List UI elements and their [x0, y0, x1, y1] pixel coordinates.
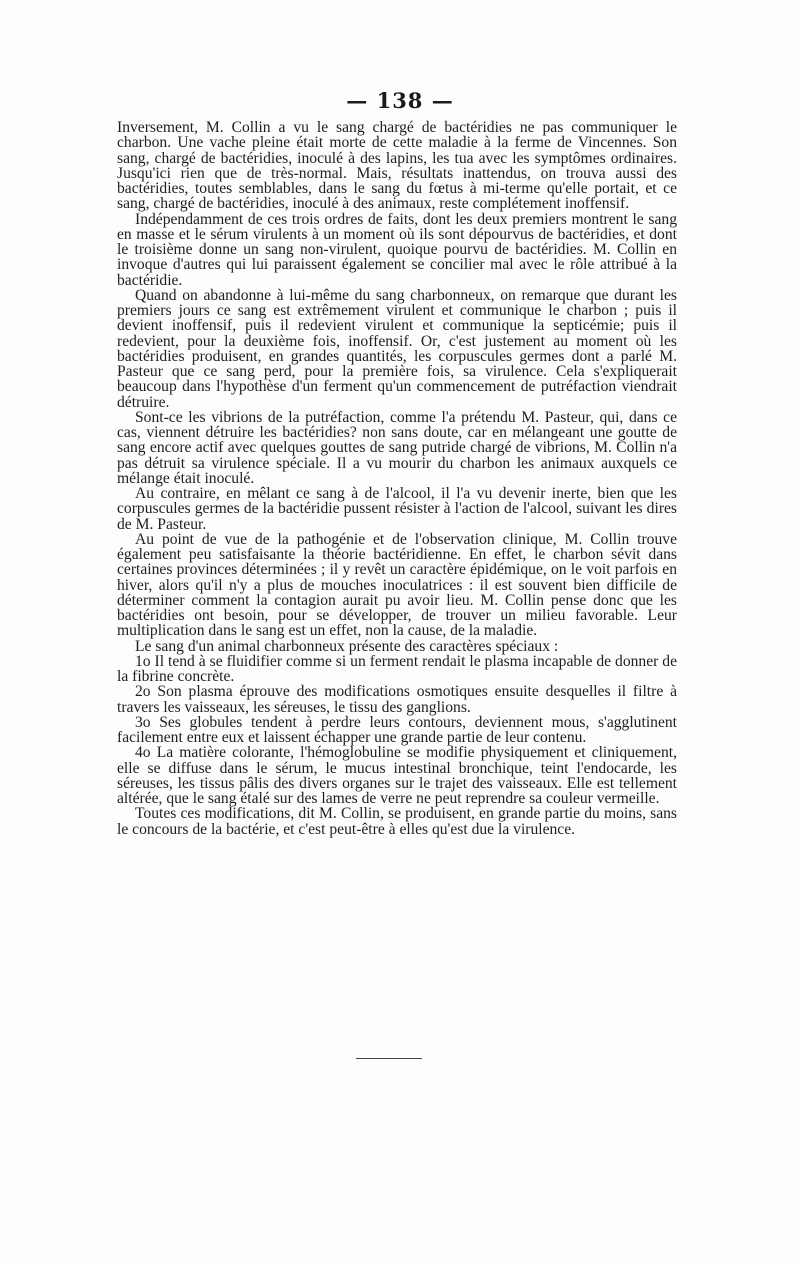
paragraph: Au point de vue de la pathogénie et de l'observation clinique, M. Collin trouve également peu satisfaisante la théorie bactéridienne. En effet, le charbon sévit dans certaines provinces déterminées ; il y revêt un caractère épidémique, on le voit parfois en hiver, alors qu'il n'y a plus de mouches inoculatrices : il est souvent bien difficile de déterminer comment la contagion aurait pu avoir lieu. M. Collin pense donc que les bactéridies ont besoin, pour se développer, de trouver un milieu favorable. Leur multiplication dans le sang est un effet, non la cause, de la maladie. — [117, 530, 677, 640]
list-item: 4o La matière colorante, l'hémoglobuline se modifie physiquement et cliniquement, elle se diffuse dans le sérum, le mucus intestinal bronchique, teint l'endocarde, les séreuses, les tissus pâlis des divers organes sur le trajet des vaisseaux. Elle est tellement altérée, que le sang étalé sur des lames de verre ne peut reprendre sa couleur vermeille. — [117, 744, 677, 807]
list-item: 3o Ses globules tendent à perdre leurs contours, deviennent mous, s'agglutinent facilement entre eux et laissent échapper une grande partie de leur contenu. — [117, 713, 677, 746]
page-number: — 138 — — [346, 88, 454, 113]
paragraph: Indépendamment de ces trois ordres de faits, dont les deux premiers montrent le sang en masse et le sérum virulents à un moment où ils sont dépourvus de bactéridies, et dont le troisième donne un sang non-virulent, quoique pourvu de bactéridies. M. Collin en invoque d'autres qui lui paraissent également se concilier mal avec le rôle attribué à la bactéridie. — [117, 210, 677, 289]
paragraph: Toutes ces modifications, dit M. Collin, se produisent, en grande partie du moins, sans le concours de la bactérie, et c'est peut-être à elles qu'est due la virulence. — [117, 805, 677, 838]
end-divider — [356, 1058, 422, 1059]
paragraph: Quand on abandonne à lui-même du sang charbonneux, on remarque que durant les premiers jours ce sang est extrêmement virulent et communique le charbon ; puis il devient inoffensif, puis il redevient virulent et communique la septicémie; puis il redevient, pour la deuxième fois, inoffensif. Or, c'est justement au moment où les bactéridies produisent, en grandes quantités, les corpuscules germes dont a parlé M. Pasteur que ce sang perd, pour la première fois, sa virulence. Cela s'expliquerait beaucoup dans l'hypothèse d'un ferment qu'un commencement de putréfaction viendrait détruire. — [117, 286, 677, 411]
list-item: 2o Son plasma éprouve des modifications osmotiques ensuite desquelles il filtre à travers les vaisseaux, les séreuses, le tissu des ganglions. — [117, 683, 677, 716]
paragraph: Le sang d'un animal charbonneux présente des caractères spéciaux : — [135, 637, 559, 655]
body-text — [117, 120, 677, 837]
list-item: 1o Il tend à se fluidifier comme si un ferment rendait le plasma incapable de donner de la fibrine concrète. — [117, 652, 677, 685]
paragraph: Inversement, M. Collin a vu le sang chargé de bactéridies ne pas communiquer le charbon. Une vache pleine était morte de cette maladie à la ferme de Vincennes. Son sang, chargé de bactéridies, inoculé à des lapins, les tua avec les symptômes ordinaires. Jusqu'ici rien que de très-normal. Mais, résultats inattendus, on trouva aussi des bactéridies, toutes semblables, dans le sang du fœtus à mi-terme qu'elle portait, et ce sang, chargé de bactéridies, inoculé à des animaux, reste complétement inoffensif. — [117, 119, 677, 213]
paragraph: Au contraire, en mêlant ce sang à de l'alcool, il l'a vu devenir inerte, bien que les corpuscules germes de la bactéridie pussent résister à l'action de l'alcool, suivant les dires de M. Pasteur. — [117, 485, 677, 533]
paragraph: Sont-ce les vibrions de la putréfaction, comme l'a prétendu M. Pasteur, qui, dans ce cas, viennent détruire les bactéridies? non sans doute, car en mélangeant une goutte de sang encore actif avec quelques gouttes de sang putride chargé de vibrions, M. Collin n'a pas détruit sa virulence spéciale. Il a vu mourir du charbon les animaux auxquels ce mélange était inoculé. — [117, 408, 677, 487]
